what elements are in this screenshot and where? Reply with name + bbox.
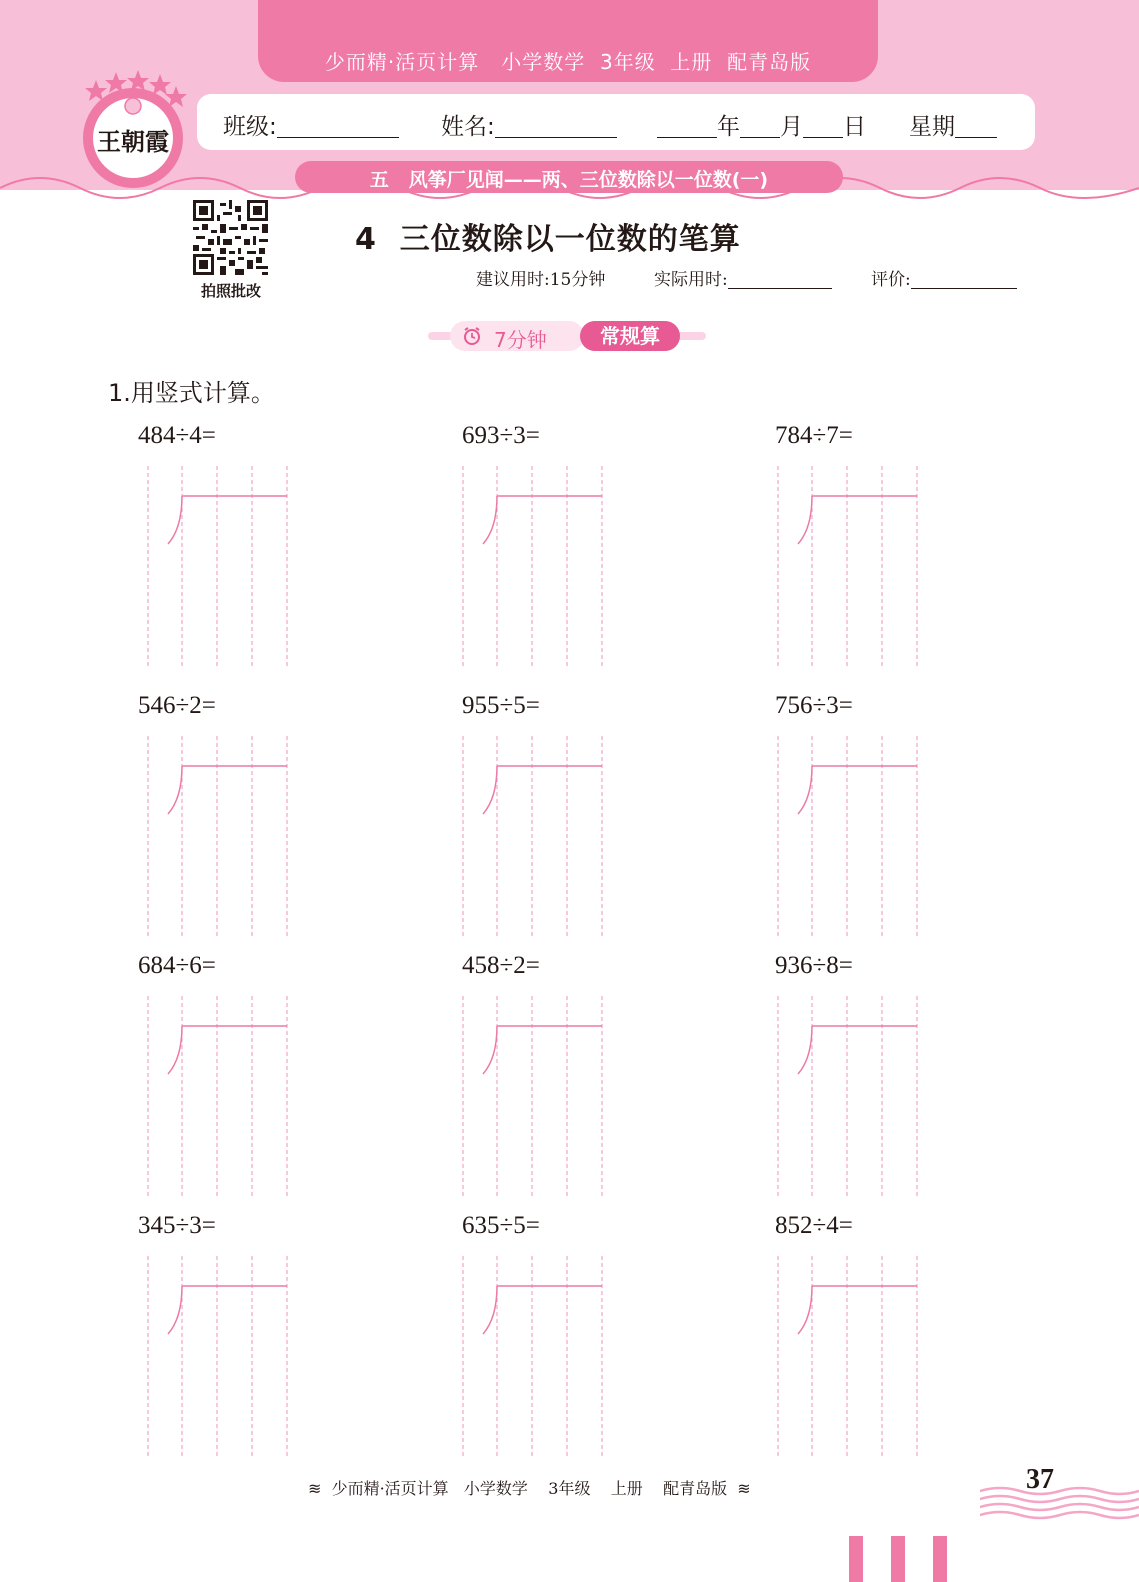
edge-tab-bar	[849, 1536, 863, 1582]
calc-type-badge: 常规算	[580, 321, 680, 351]
class-field[interactable]	[277, 115, 399, 138]
division-problem: 693÷3=	[462, 422, 540, 449]
long-division-grid[interactable]	[140, 736, 290, 936]
division-problem: 784÷7=	[775, 422, 853, 449]
long-division-grid[interactable]	[770, 996, 920, 1196]
month-label: 月	[780, 114, 803, 140]
series-title: 少而精·活页计算 小学数学 3年级 上册 配青岛版	[324, 50, 812, 74]
student-info-box	[197, 94, 1035, 150]
weekday-field[interactable]	[955, 115, 997, 138]
long-division-grid[interactable]	[770, 466, 920, 666]
footer-text: ≋ 少而精·活页计算 小学数学 3年级 上册 配青岛版 ≋	[308, 1479, 751, 1498]
qr-code-icon[interactable]	[193, 200, 268, 275]
division-problem: 458÷2=	[462, 952, 540, 979]
year-label: 年	[717, 114, 740, 140]
day-field[interactable]	[803, 115, 843, 138]
division-problem: 546÷2=	[138, 692, 216, 719]
edge-tab-bar	[891, 1536, 905, 1582]
long-division-grid[interactable]	[455, 466, 605, 666]
actual-time-field[interactable]	[728, 270, 832, 289]
evaluation-label: 评价:	[871, 270, 911, 290]
long-division-grid[interactable]	[455, 1256, 605, 1456]
long-division-grid[interactable]	[140, 466, 290, 666]
division-problem: 635÷5=	[462, 1212, 540, 1239]
time-badge	[450, 321, 584, 351]
month-field[interactable]	[740, 115, 780, 138]
suggested-time: 建议用时:15分钟	[476, 270, 606, 290]
actual-time-label: 实际用时:	[654, 270, 728, 290]
division-problem: 756÷3=	[775, 692, 853, 719]
name-label: 姓名:	[441, 114, 495, 140]
chapter-bar	[295, 161, 843, 193]
chapter-title: 五 风筝厂见闻——两、三位数除以一位数(一)	[369, 169, 769, 191]
weekday-label: 星期	[909, 114, 955, 140]
lesson-title: 4 三位数除以一位数的笔算	[355, 222, 741, 257]
badge-time: 7分钟	[494, 328, 547, 352]
long-division-grid[interactable]	[140, 1256, 290, 1456]
long-division-grid[interactable]	[770, 1256, 920, 1456]
long-division-grid[interactable]	[770, 736, 920, 936]
long-division-grid[interactable]	[455, 736, 605, 936]
long-division-grid[interactable]	[140, 996, 290, 1196]
evaluation-field[interactable]	[911, 270, 1017, 289]
division-problem: 936÷8=	[775, 952, 853, 979]
division-problem: 345÷3=	[138, 1212, 216, 1239]
brand-logo	[76, 66, 190, 190]
division-problem: 852÷4=	[775, 1212, 853, 1239]
division-problem: 955÷5=	[462, 692, 540, 719]
question-text: 1.用竖式计算。	[108, 379, 275, 407]
class-label: 班级:	[223, 114, 277, 140]
long-division-grid[interactable]	[455, 996, 605, 1196]
footer-wave-decoration	[980, 1483, 1139, 1523]
brand-name: 王朝霞	[97, 127, 169, 156]
division-problem: 684÷6=	[138, 952, 216, 979]
page-number: 37	[1026, 1464, 1054, 1495]
edge-tab-bar	[933, 1536, 947, 1582]
day-label: 日	[843, 114, 866, 140]
division-problem: 484÷4=	[138, 422, 216, 449]
qr-label: 拍照批改	[200, 282, 261, 300]
year-field[interactable]	[657, 115, 717, 138]
name-field[interactable]	[495, 115, 617, 138]
alarm-clock-icon	[462, 326, 482, 346]
